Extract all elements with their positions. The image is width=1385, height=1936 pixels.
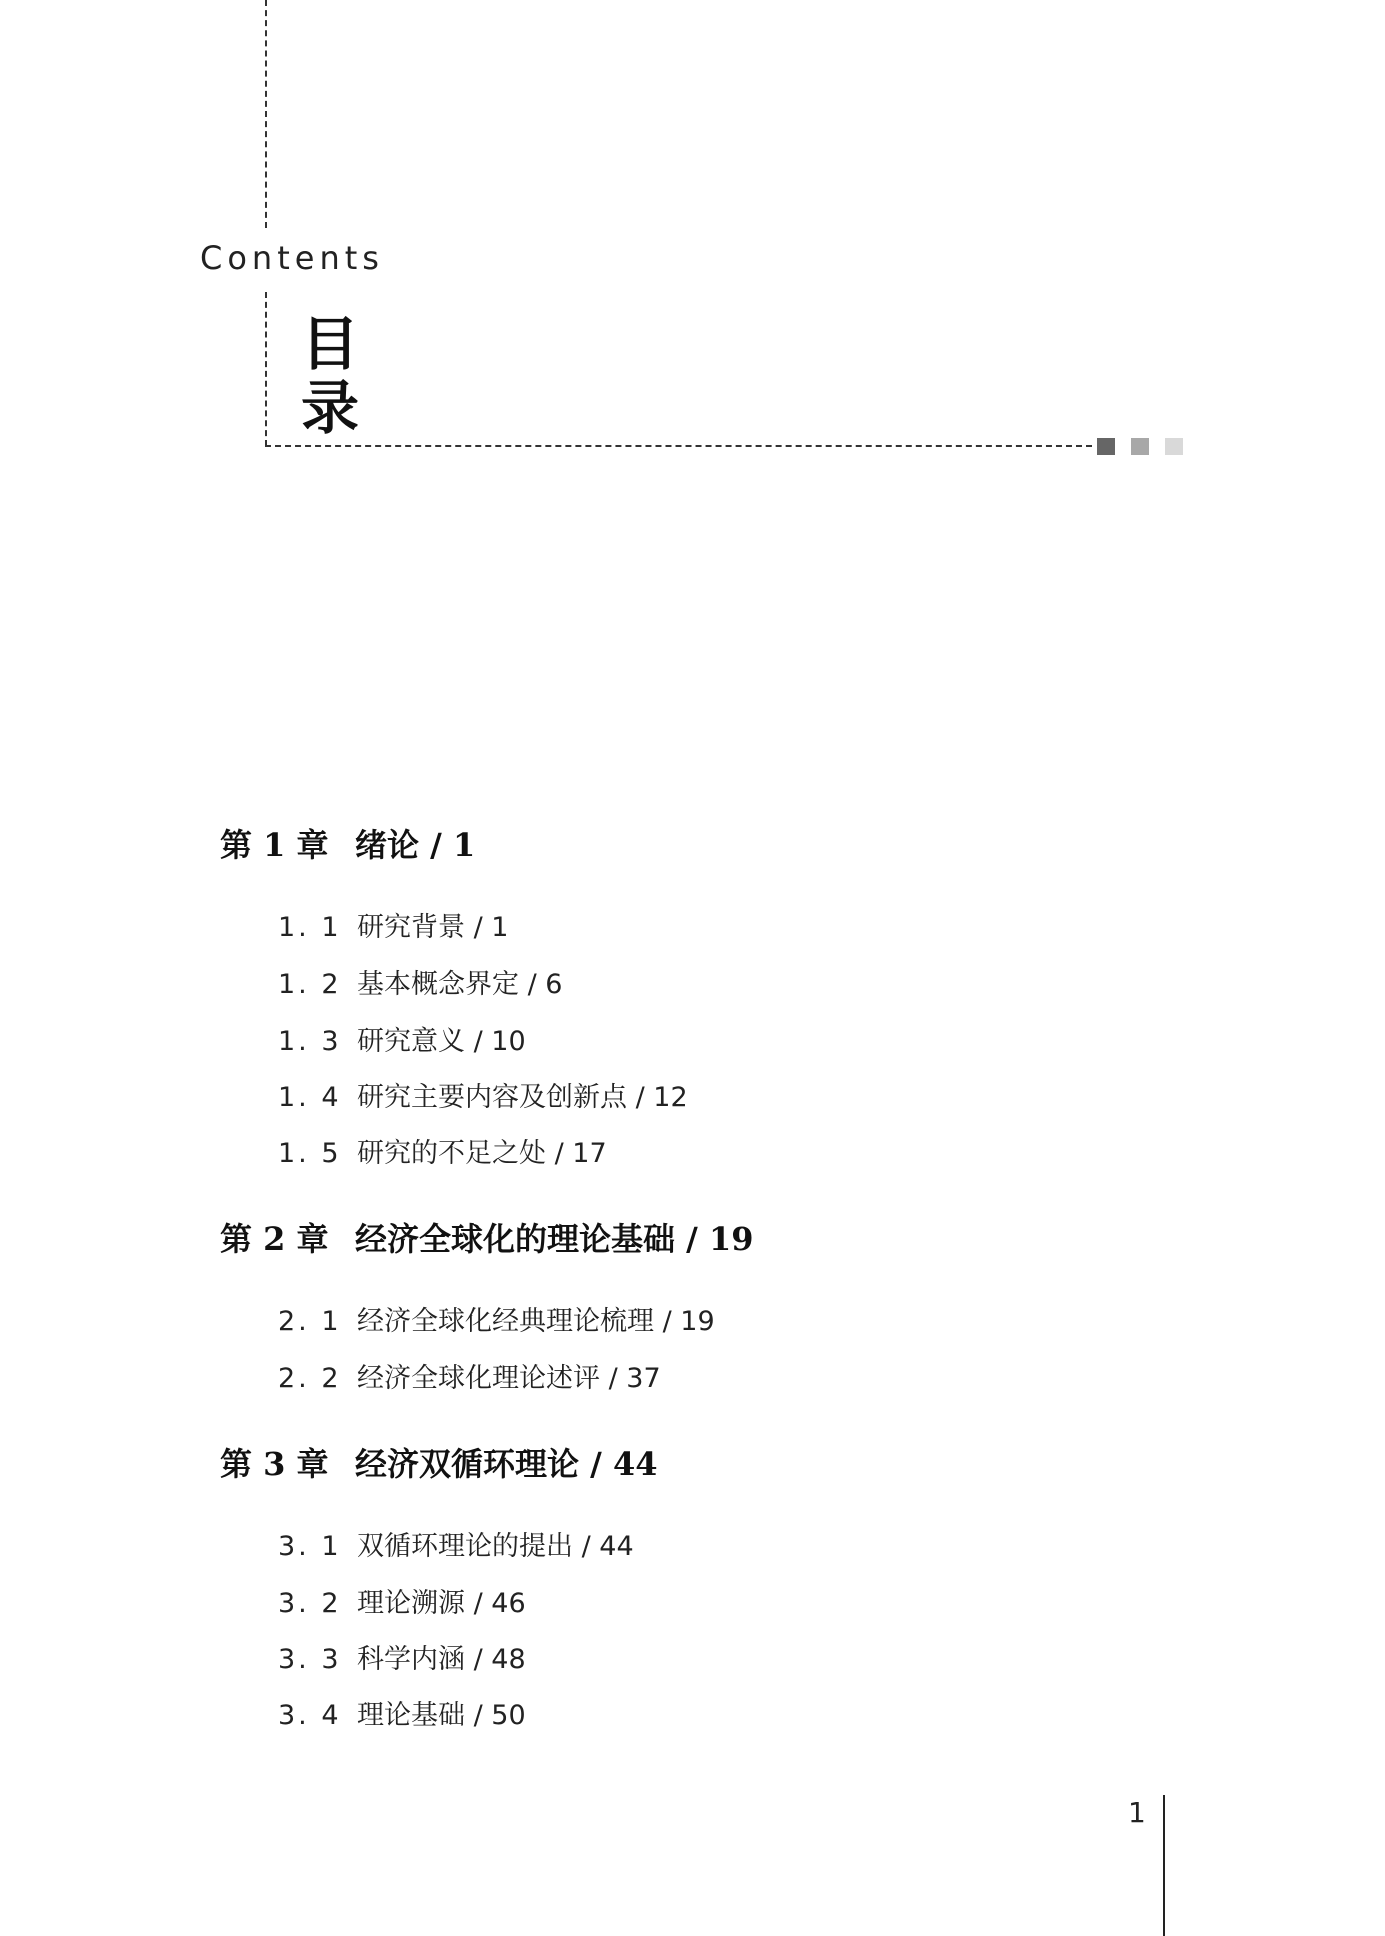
decorative-square-mid [1131, 438, 1149, 455]
toc-section-2-1[interactable] [278, 1304, 715, 1340]
dashed-horizontal-line [265, 445, 1092, 447]
page-number: 1 [1128, 1796, 1146, 1829]
section-number: 1. 3 [278, 1026, 342, 1057]
toc-section-1-1[interactable] [278, 910, 508, 946]
section-title: 基本概念界定 / 6 [357, 969, 563, 1000]
toc-section-1-2[interactable] [278, 967, 562, 1003]
section-number: 3. 3 [278, 1644, 342, 1675]
section-number: 1. 4 [278, 1082, 342, 1113]
section-title: 经济全球化经典理论梳理 / 19 [357, 1306, 715, 1337]
chapter-number: 第 2 章 [220, 1220, 329, 1258]
toc-chapter-1[interactable] [220, 825, 475, 865]
section-title: 研究意义 / 10 [357, 1026, 526, 1057]
toc-section-2-2[interactable] [278, 1361, 661, 1397]
toc-section-3-2[interactable] [278, 1586, 526, 1622]
section-title: 科学内涵 / 48 [357, 1644, 526, 1675]
chapter-number: 第 1 章 [220, 826, 329, 864]
section-number: 1. 1 [278, 912, 342, 943]
section-number: 2. 2 [278, 1363, 342, 1394]
chapter-title: 经济全球化的理论基础 / 19 [355, 1220, 754, 1258]
contents-heading: Contents [200, 239, 384, 277]
section-title: 研究的不足之处 / 17 [357, 1138, 607, 1169]
section-number: 3. 4 [278, 1700, 342, 1731]
chapter-title: 经济双循环理论 / 44 [355, 1445, 658, 1483]
chapter-title: 绪论 / 1 [355, 826, 476, 864]
toc-section-1-5[interactable] [278, 1136, 607, 1172]
toc-section-3-3[interactable] [278, 1642, 526, 1678]
decorative-square-dark [1097, 438, 1115, 455]
toc-section-3-1[interactable] [278, 1529, 634, 1565]
section-title: 理论溯源 / 46 [357, 1588, 526, 1619]
section-title: 理论基础 / 50 [357, 1700, 526, 1731]
toc-chapter-3[interactable] [220, 1444, 658, 1484]
dashed-vertical-line-middle [265, 292, 267, 446]
dashed-vertical-line-top [265, 0, 267, 228]
chapter-number: 第 3 章 [220, 1445, 329, 1483]
toc-section-3-4[interactable] [278, 1698, 526, 1734]
section-title: 经济全球化理论述评 / 37 [357, 1363, 661, 1394]
toc-section-1-4[interactable] [278, 1080, 688, 1116]
section-number: 1. 2 [278, 969, 342, 1000]
toc-title-char-1: 目 [300, 310, 359, 378]
page-edge-rule [1163, 1795, 1165, 1936]
section-number: 3. 2 [278, 1588, 342, 1619]
section-number: 1. 5 [278, 1138, 342, 1169]
section-title: 双循环理论的提出 / 44 [357, 1531, 634, 1562]
section-title: 研究背景 / 1 [357, 912, 509, 943]
toc-title [290, 312, 370, 440]
section-title: 研究主要内容及创新点 / 12 [357, 1082, 688, 1113]
section-number: 3. 1 [278, 1531, 342, 1562]
section-number: 2. 1 [278, 1306, 342, 1337]
decorative-square-light [1165, 438, 1183, 455]
toc-chapter-2[interactable] [220, 1219, 754, 1259]
toc-section-1-3[interactable] [278, 1024, 526, 1060]
toc-title-char-2: 录 [300, 374, 359, 442]
